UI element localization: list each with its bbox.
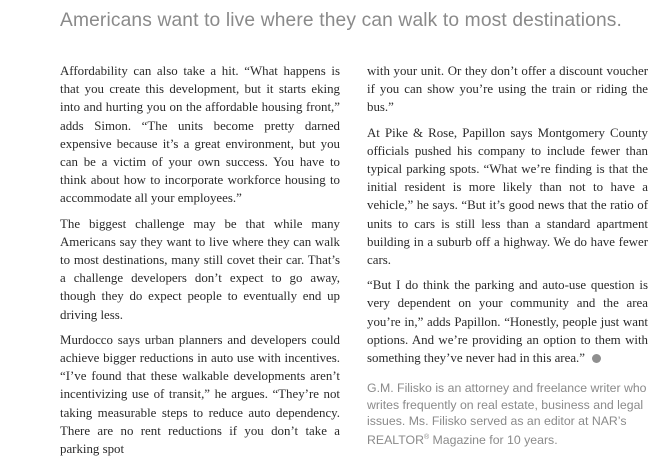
paragraph: The biggest challenge may be that while many Americans say they want to live where they can walk to most destinations, many still covet their car. That’s a challenge developers don’t expect to go away, though they do expect people to eventually end up driving less. — [60, 216, 340, 322]
paragraph: Murdocco says urban planners and developers could achieve bigger reductions in auto use with incentives. “I’ve found that these walkable developments aren’t incentivizing use of transit,” he argues. “They’re not taking measurable steps to reduce auto dependency. There are no rent reductions if you don’t take a parking spot — [60, 332, 340, 457]
pull-quote: Americans want to live where they can walk to most destinations. — [60, 10, 623, 31]
paragraph-text: “But I do think the parking and auto-use question is very dependent on your community and the area you’re in,” adds Papillon. “Honestly, people just want options. And we’re providing an option to them with something they’ve never had in this area.” — [367, 278, 648, 366]
end-of-article-bullet-icon — [592, 354, 601, 363]
author-bio-suffix: Magazine for 10 years. — [429, 433, 558, 448]
author-bio-text: G.M. Filisko is an attorney and freelance writer who writes frequently on real estate, business and legal issues. Ms. Filisko served as an editor at NAR’s REALTOR — [367, 381, 647, 448]
registered-trademark: ® — [423, 434, 430, 442]
paragraph-final — [367, 276, 648, 367]
article-column-right — [367, 62, 648, 449]
paragraph: Affordability can also take a hit. “What happens is that you create this development, but it starts eking into and hurting you on the affordable housing front,” adds Simon. “The units become pretty darned expensive because it’s a great environment, but you can be a victim of your own success. You have to think about how to incorporate workforce housing to accommodate all your employees.” — [60, 64, 340, 206]
paragraph: At Pike & Rose, Papillon says Montgomery County officials pushed his company to include fewer than typical parking spots. “What we’re finding is that the initial resident is more likely than not to have a vehicle,” he says. “But it’s good news that the ratio of units to cars is still less than a standard apartment building in a suburb off a highway. We do have fewer cars. — [367, 125, 648, 268]
paragraph: with your unit. Or they don’t offer a discount voucher if you can show you’re using the train or riding the bus.” — [367, 64, 648, 115]
author-bio — [367, 380, 648, 448]
article-column-left — [60, 62, 340, 465]
